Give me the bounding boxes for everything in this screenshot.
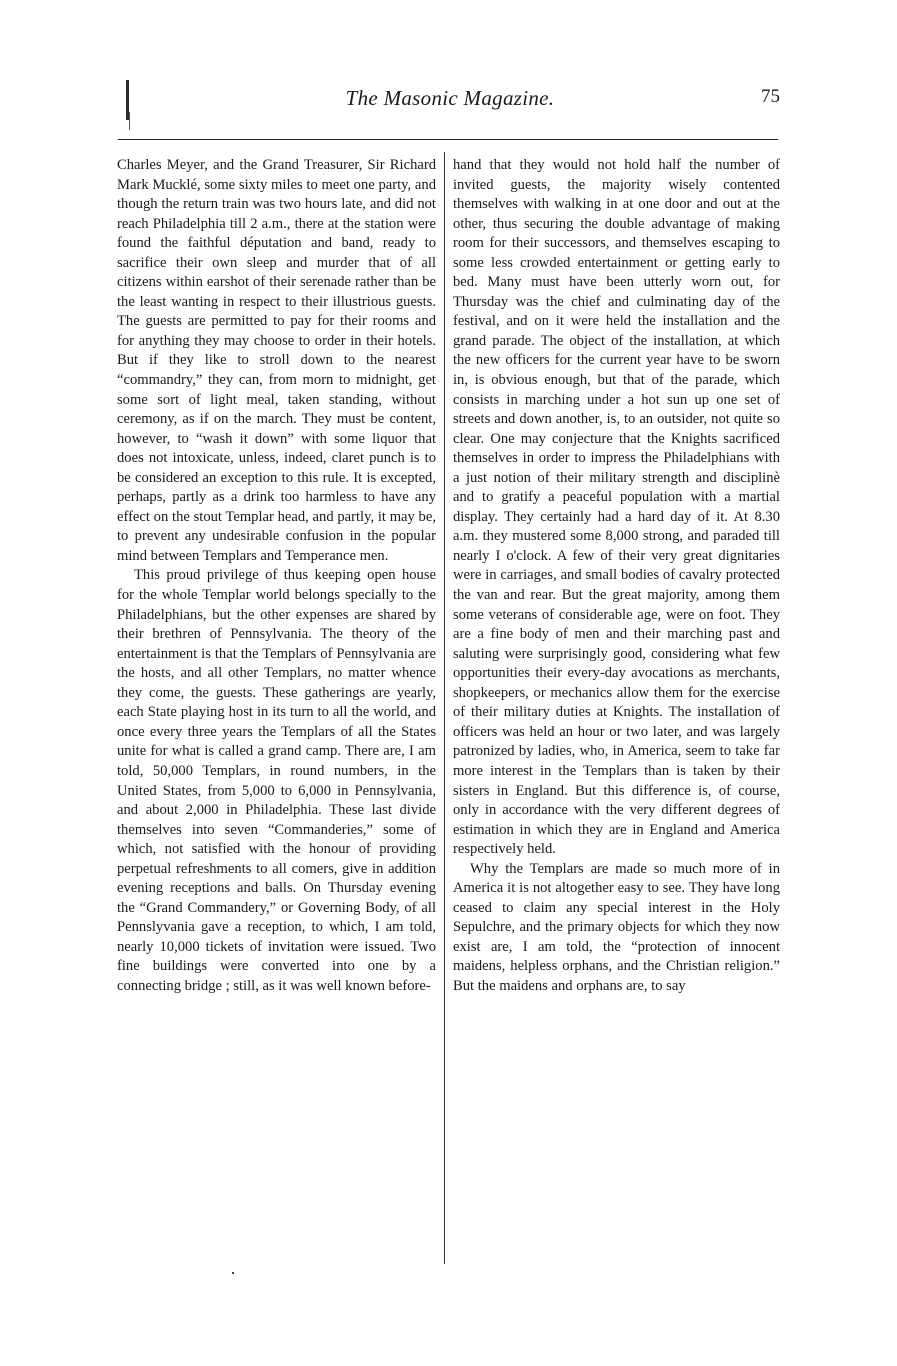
right-paragraph-2: Why the Templars are made so much more of in America it is not altogether easy to see. They have long ceased to claim any special interest in the Holy Sepulchre, and the primary objects for which they now exist are, I am told, the “protection of innocent maidens, helpless orphans, and the Christian religion.” But the maidens and orphans are, to say [453,860,780,994]
left-paragraph-1: Charles Meyer, and the Grand Treasurer, Sir Richard Mark Mucklé, some sixty miles to meet one party, and though the return train was two hours late, and did not reach Philadelphia till 2 a.m., there at the station were found the faithful députation and band, ready to sacrifice their own sleep and murder that of all citizens within earshot of their serenade rather than be the least wanting in respect to their illustrious guests. The guests are permitted to pay for their rooms and for anything they may choose to order in their hotels. But if they like to stroll down to the nearest “commandry,” they can, from morn to midnight, get some sort of light meal, taken standing, without ceremony, as if on the march. They must be content, however, to “wash it down” with some liquor that does not intoxicate, unless, indeed, claret punch is to be considered an exception to this rule. It is excepted, perhaps, partly as a drink too harmless to have any effect on the stout Templar head, and partly, it may be, to prevent any undesirable confusion in the popular mind between Templars and Temperance men. [117,157,436,564]
page-header [120,86,780,126]
running-title: The Masonic Magazine. [345,86,555,110]
page-number: 75 [761,86,780,107]
footer-mark [232,1272,234,1274]
right-column [453,156,780,997]
column-divider [444,152,445,1264]
right-paragraph-1: hand that they would not hold half the number of invited guests, the majority wisely contented themselves with walking in at one door and out at the other, thus securing the double advantage of making room for their successors, and themselves escaping to some less crowded entertainment or getting early to bed. Many must have been utterly worn out, for Thursday was the chief and culminating day of the festival, and on it were held the installation and the grand parade. The object of the installation, at which the new officers for the current year have to be sworn in, is obvious enough, but that of the parade, which consists in marching under a hot sun up one set of streets and down another, is, to an outsider, not quite so clear. One may conjecture that the Knights sacrificed themselves in order to impress the Philadelphians with a just notion of their military strength and disciplinè and to gratify a peaceful population with a martial display. They certainly had a hard day of it. At 8.30 a.m. they mustered some 8,000 strong, and paraded till nearly I o'clock. A few of their very great dignitaries were in carriages, and small bodies of cavalry protected the van and rear. But the great majority, among them some veterans of considerable age, were on foot. They are a fine body of men and their marching past and saluting were surprisingly good, considering what few opportunities their every-day avocations as merchants, shopkeepers, or mechanics allow them for the exercise of their military duties at Knights. The installation of officers was held an hour or two later, and was largely patronized by ladies, who, in America, seem to take far more interest in the Templars than is taken by their sisters in England. But this difference is, of course, only in accordance with the very different degrees of estimation in which they are in England and America respectively held. [453,157,780,858]
left-paragraph-2: This proud privilege of thus keeping open house for the whole Templar world belongs specially to the Philadelphians, but the other expenses are shared by their brethren of Pennsylvania. The theory of the entertainment is that the Templars of Pennsylvania are the hosts, and all other Templars, no matter whence they come, the guests. These gatherings are yearly, each State playing host in its turn to all the world, and once every three years the Templars of all the States unite for what is called a grand camp. There are, I am told, 50,000 Templars, in round numbers, in the United States, from 5,000 to 6,000 in Pennsylvania, and about 2,000 in Philadelphia. These last divide themselves into seven “Commanderies,” some of which, not satisfied with the honour of providing perpetual refreshments to all comers, give in addition evening receptions and balls. On Thursday evening the “Grand Commandery,” or Governing Body, of all Pennslyvania gave a reception, to which, I am told, nearly 10,000 tickets of invitation were issued. Two fine buildings were converted into one by a connecting bridge ; still, as it was well known before- [117,567,436,994]
header-rule [118,139,778,140]
left-column [117,156,436,997]
